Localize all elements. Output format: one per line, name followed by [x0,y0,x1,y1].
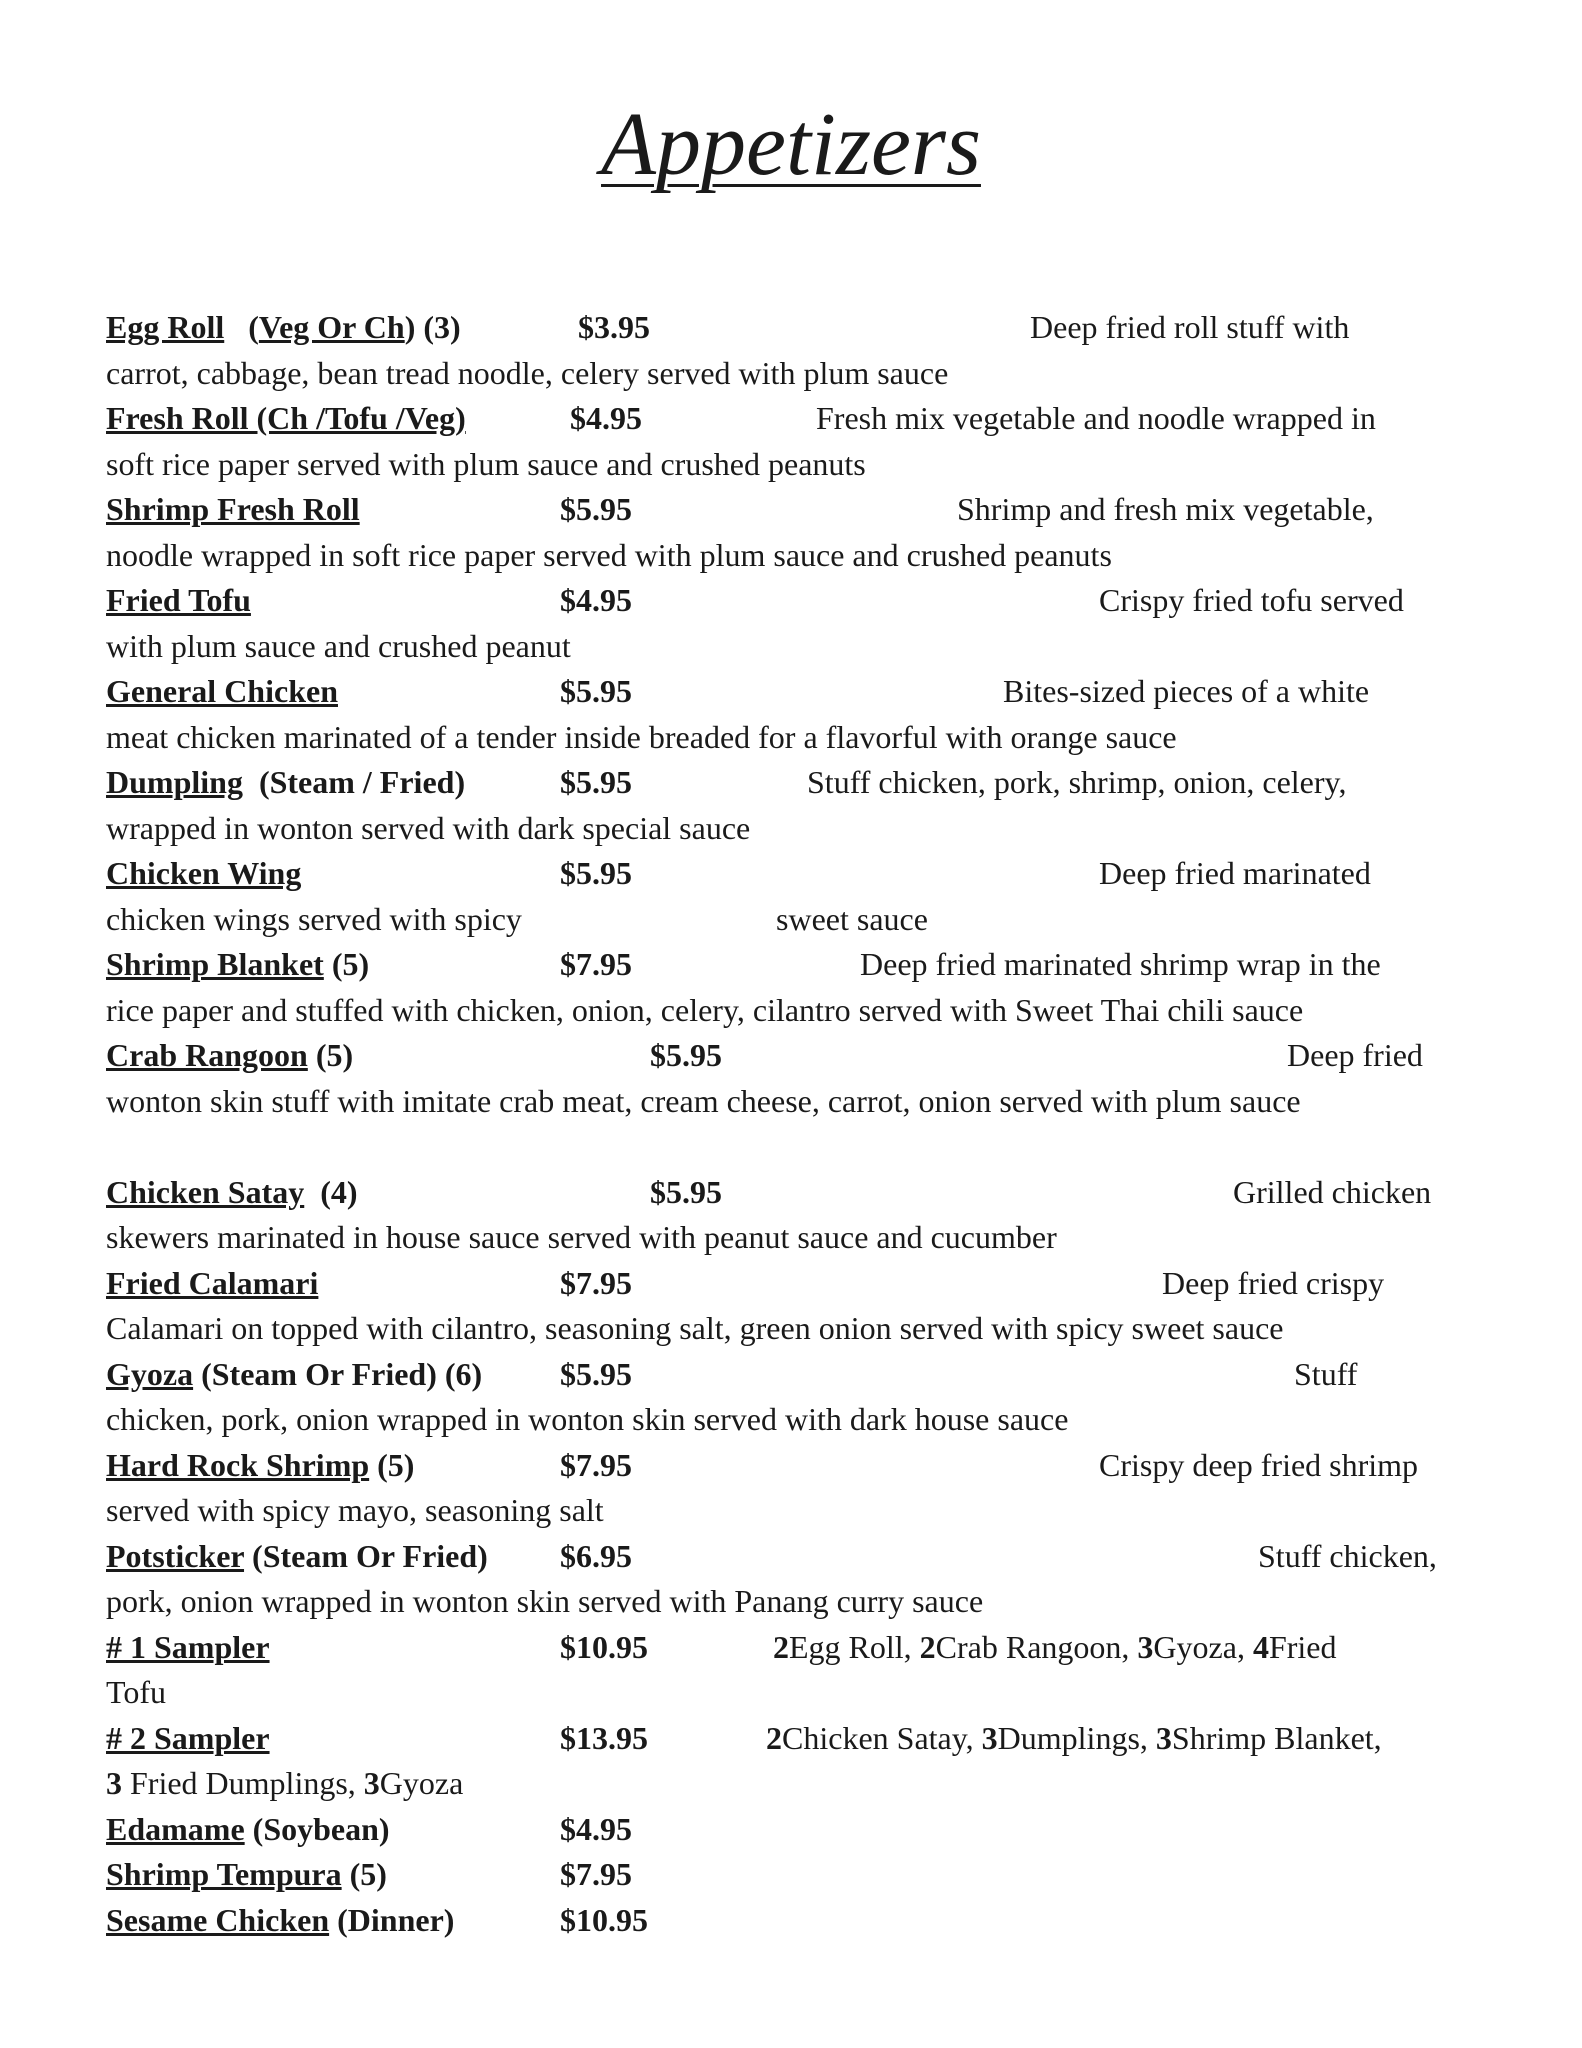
item-description-cont: chicken, pork, onion wrapped in wonton skin served with dark house sauce [106,1401,1069,1437]
item-price: $4.95 [560,582,632,618]
item-price: $5.95 [650,1173,722,1210]
item-description-cont: rice paper and stuffed with chicken, onion, celery, cilantro served with Sweet Thai chili sauce [106,991,1304,1028]
item-description-cont: chicken wings served with spicy sweet sauce [106,900,928,937]
item-description-cont: noodle wrapped in soft rice paper served with plum sauce and crushed peanuts [106,536,1112,573]
item-name: Chicken Satay (4) [106,1173,358,1210]
item-name: Chicken Wing [106,855,302,891]
item-price: $6.95 [560,1537,632,1574]
menu-item-potsticker [106,1534,1506,1625]
item-description: Stuff chicken, [1258,1537,1437,1574]
menu-item-chicken-wing [106,851,1506,942]
menu-item-sampler-2 [106,1716,1506,1807]
menu-item-chicken-satay [106,1170,1506,1261]
menu-item-fresh-roll [106,396,1506,487]
item-price: $4.95 [570,400,642,436]
item-name: Hard Rock Shrimp (5) [106,1446,415,1483]
menu-item-crab-rangoon [106,1033,1506,1124]
spacer [106,1124,1506,1170]
item-description-cont: 3 Fried Dumplings, 3Gyoza [106,1765,464,1801]
item-description: Deep fried [1287,1037,1423,1073]
item-price: $3.95 [578,309,650,345]
menu-item-shrimp-fresh-roll [106,487,1506,578]
menu-item-gyoza [106,1352,1506,1443]
item-description: Crispy fried tofu served [1099,582,1404,618]
item-description: Bites-sized pieces of a white [1003,673,1370,709]
item-price: $10.95 [560,1628,648,1665]
menu-item-dumpling [106,760,1506,851]
item-description: Fresh mix vegetable and noodle wrapped in [816,400,1376,436]
item-description: Shrimp and fresh mix vegetable, [957,491,1374,527]
item-name: Dumpling (Steam / Fried) [106,764,466,800]
item-description-cont: with plum sauce and crushed peanut [106,627,571,664]
item-description: Stuff chicken, pork, shrimp, onion, celery, [807,764,1347,800]
appetizer-menu [106,305,1506,1943]
item-name: Fresh Roll (Ch /Tofu /Veg) [106,400,466,436]
item-description-cont: wrapped in wonton served with dark special sauce [106,809,751,846]
item-price: $7.95 [560,1856,632,1892]
item-price: $7.95 [560,1264,632,1301]
item-description-cont: served with spicy mayo, seasoning salt [106,1492,604,1528]
item-description-cont: carrot, cabbage, bean tread noodle, celery served with plum sauce [106,354,949,391]
item-description-cont: pork, onion wrapped in wonton skin served with Panang curry sauce [106,1583,984,1619]
item-price: $5.95 [560,1355,632,1392]
item-name: Gyoza (Steam Or Fried) (6) [106,1355,483,1392]
item-description: Deep fried crispy [1162,1264,1385,1301]
item-name: Egg Roll (Veg Or Ch) (3) [106,309,461,345]
menu-item-edamame [106,1807,1506,1853]
item-price: $7.95 [560,946,632,982]
item-name: Edamame (Soybean) [106,1810,390,1847]
item-description: Deep fried marinated [1099,855,1371,891]
menu-item-general-chicken [106,669,1506,760]
menu-item-sesame-chicken [106,1898,1506,1944]
menu-item-fried-calamari [106,1261,1506,1352]
item-price: $5.95 [560,673,632,709]
menu-item-shrimp-blanket [106,942,1506,1033]
item-description-cont: Calamari on topped with cilantro, seasoning salt, green onion served with spicy sweet sauce [106,1310,1284,1346]
item-description: 2Egg Roll, 2Crab Rangoon, 3Gyoza, 4Fried [773,1628,1337,1665]
menu-item-egg-roll [106,305,1506,396]
item-description-cont: soft rice paper served with plum sauce and crushed peanuts [106,445,866,482]
item-price: $13.95 [560,1719,648,1756]
item-description: 2Chicken Satay, 3Dumplings, 3Shrimp Blanket, [766,1719,1382,1756]
item-name: Fried Calamari [106,1264,319,1301]
item-name: Fried Tofu [106,582,251,618]
item-price: $5.95 [560,491,632,527]
item-name: Shrimp Tempura (5) [106,1856,387,1892]
menu-item-sampler-1 [106,1625,1506,1716]
item-name: Crab Rangoon (5) [106,1037,354,1073]
item-description-cont: wonton skin stuff with imitate crab meat, cream cheese, carrot, onion served with plum sauce [106,1082,1301,1119]
item-name: Shrimp Blanket (5) [106,946,370,982]
item-description: Grilled chicken [1233,1173,1432,1210]
item-description: Crispy deep fried shrimp [1099,1446,1419,1483]
item-description: Deep fried marinated shrimp wrap in the [860,946,1381,982]
item-price: $5.95 [560,855,632,891]
item-price: $10.95 [560,1901,648,1938]
item-price: $7.95 [560,1446,632,1483]
item-description-cont: meat chicken marinated of a tender inside breaded for a flavorful with orange sauce [106,718,1177,755]
item-description-cont: skewers marinated in house sauce served with peanut sauce and cucumber [106,1219,1057,1255]
item-price: $5.95 [560,764,632,800]
menu-item-hard-rock-shrimp [106,1443,1506,1534]
page-title: Appetizers [601,95,981,194]
item-name: # 2 Sampler [106,1719,270,1756]
item-price: $4.95 [560,1810,632,1847]
menu-item-fried-tofu [106,578,1506,669]
item-description: Stuff [1294,1355,1358,1392]
item-description-cont: Tofu [106,1674,166,1710]
item-name: Potsticker (Steam Or Fried) [106,1537,488,1574]
item-name: General Chicken [106,673,338,709]
item-name: Sesame Chicken (Dinner) [106,1901,455,1938]
item-description: Deep fried roll stuff with [1030,309,1350,345]
menu-item-shrimp-tempura [106,1852,1506,1898]
item-price: $5.95 [650,1037,722,1073]
item-name: # 1 Sampler [106,1628,270,1665]
item-name: Shrimp Fresh Roll [106,491,360,527]
